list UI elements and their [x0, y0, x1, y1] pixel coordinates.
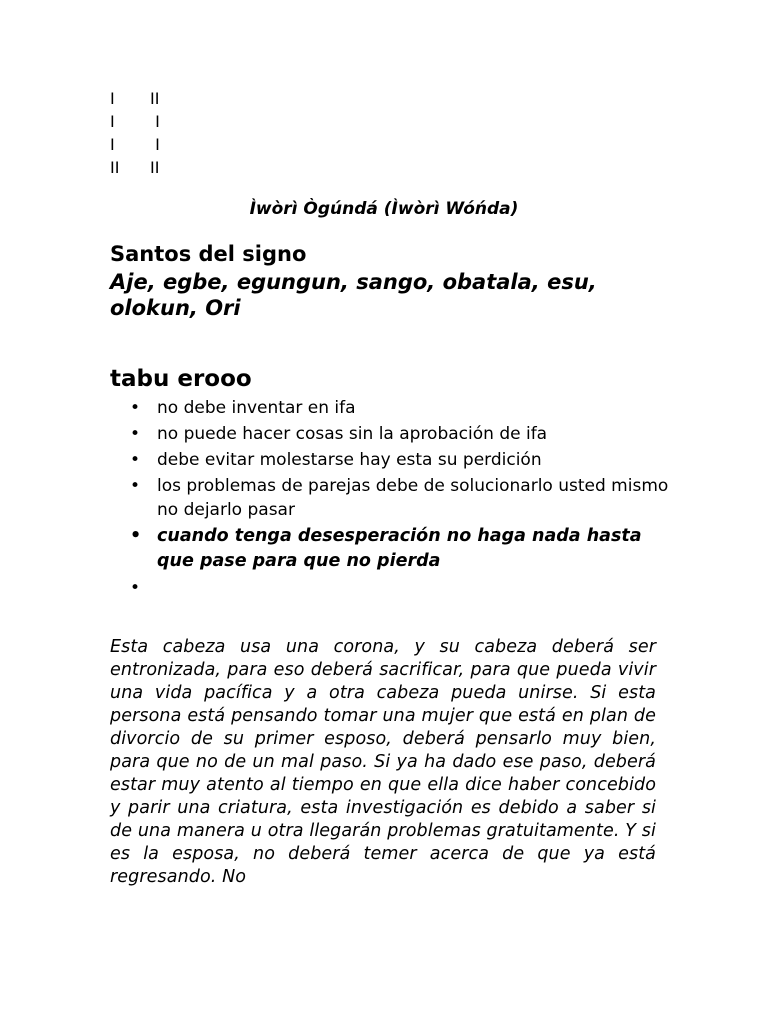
odu-mark-row — [110, 133, 160, 156]
tabu-item — [130, 396, 670, 420]
tabu-item-text: no puede hacer cosas sin la aprobación de ifa — [157, 424, 548, 444]
bullet-icon: • — [130, 526, 142, 546]
tabu-item-text: no debe inventar en ifa — [157, 398, 356, 418]
odu-mark-right: I — [150, 135, 160, 154]
tabu-item-text: debe evitar molestarse hay esta su perdición — [157, 450, 542, 470]
odu-mark-left: II — [110, 158, 120, 177]
santos-list: Aje, egbe, egungun, sango, obatala, esu, olokun, Ori — [110, 270, 597, 320]
odu-mark-row — [110, 87, 160, 110]
santos-heading: Santos del signo — [110, 242, 307, 266]
odu-mark-row — [110, 110, 160, 133]
odu-mark-left: I — [110, 112, 115, 131]
bullet-icon: • — [130, 398, 141, 418]
tabu-item-emphasized — [130, 524, 670, 574]
odu-mark-right: I — [150, 112, 160, 131]
odu-mark-right: II — [150, 158, 160, 177]
tabu-item — [130, 474, 670, 522]
tabu-heading: tabu erooo — [110, 366, 252, 392]
odu-mark-right: II — [150, 89, 160, 108]
tabu-item-text: los problemas de parejas debe de solucionarlo usted mismo no dejarlo pasar — [157, 476, 669, 520]
odu-mark-left: I — [110, 89, 115, 108]
odu-mark-left: I — [110, 135, 115, 154]
odu-title: Ìwòrì Ògúndá (Ìwòrì Wóńda) — [249, 199, 519, 219]
bullet-icon: • — [130, 578, 141, 598]
tabu-list — [130, 396, 670, 598]
odu-marks — [110, 87, 160, 179]
bullet-icon: • — [130, 424, 141, 444]
tabu-item-text: cuando tenga desesperación no haga nada hasta que pase para que no pierda — [157, 526, 642, 571]
bullet-icon: • — [130, 450, 141, 470]
odu-mark-row — [110, 156, 160, 179]
body-paragraph: Esta cabeza usa una corona, y su cabeza deberá ser entronizada, para eso deberá sacrificar, para que pueda vivir una vida pacífica y a otra cabeza pueda unirse. Si esta persona está pensando tomar una mujer que está en plan de divorcio de su primer esposo, deberá pensarlo muy bien, para que no de un mal paso. Si ya ha dado ese paso, deberá estar muy atento al tiempo en que ella dice haber concebido y parir una criatura, esta investigación es debido a saber si de una manera u otra llegarán problemas gratuitamente. Y si es la esposa, no deberá temer acerca de que ya está regresando. No — [110, 637, 656, 887]
bullet-icon: • — [130, 476, 141, 496]
tabu-item — [130, 422, 670, 446]
tabu-item — [130, 448, 670, 472]
